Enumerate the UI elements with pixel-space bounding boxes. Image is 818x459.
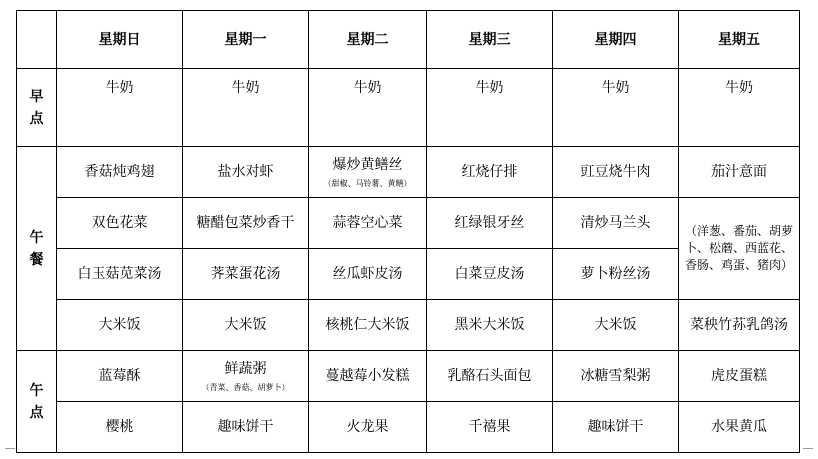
menu-cell	[183, 351, 309, 402]
day-header-sun: 星期日	[57, 11, 183, 69]
menu-cell: 樱桃	[57, 402, 183, 453]
menu-cell: 牛奶	[427, 69, 553, 147]
menu-cell: 牛奶	[57, 69, 183, 147]
lunch-row	[17, 147, 800, 198]
menu-cell: 大米饭	[183, 300, 309, 351]
menu-cell: 红绿银牙丝	[427, 198, 553, 249]
menu-cell: 火龙果	[309, 402, 427, 453]
menu-cell: 萝卜粉丝汤	[553, 249, 679, 300]
period-label-lunch: 午 餐	[17, 147, 57, 351]
menu-cell: 虎皮蛋糕	[679, 351, 800, 402]
menu-cell: 千禧果	[427, 402, 553, 453]
dish-note: （甜椒、马铃薯、黄鳝）	[323, 178, 412, 188]
day-header-thu: 星期四	[553, 11, 679, 69]
corner-cell	[17, 11, 57, 69]
menu-cell: 荠菜蛋花汤	[183, 249, 309, 300]
breakfast-row	[17, 69, 800, 147]
menu-cell: 盐水对虾	[183, 147, 309, 198]
menu-cell: 糖醋包菜炒香干	[183, 198, 309, 249]
page-corner-mark-left	[5, 448, 15, 459]
menu-cell: 菜秧竹荪乳鸽汤	[679, 300, 800, 351]
menu-cell: 蒜蓉空心菜	[309, 198, 427, 249]
menu-cell: 牛奶	[309, 69, 427, 147]
menu-cell: 黑米大米饭	[427, 300, 553, 351]
period-label-breakfast: 早 点	[17, 69, 57, 147]
menu-cell: 白菜豆皮汤	[427, 249, 553, 300]
day-header-mon: 星期一	[183, 11, 309, 69]
snack-row	[17, 402, 800, 453]
menu-cell: 红烧仔排	[427, 147, 553, 198]
menu-cell: 趣味饼干	[553, 402, 679, 453]
period-label-snack: 午 点	[17, 351, 57, 453]
dish-note: （青菜、香菇、胡萝卜）	[201, 382, 290, 392]
menu-cell: 香菇炖鸡翅	[57, 147, 183, 198]
weekly-menu-table	[16, 10, 800, 453]
menu-cell: 大米饭	[57, 300, 183, 351]
menu-cell: 双色花菜	[57, 198, 183, 249]
menu-cell: 牛奶	[183, 69, 309, 147]
dish-name: 爆炒黄鳝丝	[332, 156, 403, 173]
menu-cell: 白玉菇苋菜汤	[57, 249, 183, 300]
day-header-fri: 星期五	[679, 11, 800, 69]
menu-cell: 大米饭	[553, 300, 679, 351]
menu-cell: 蓝莓酥	[57, 351, 183, 402]
menu-cell	[309, 147, 427, 198]
menu-cell: 豇豆烧牛肉	[553, 147, 679, 198]
menu-cell: 乳酪石头面包	[427, 351, 553, 402]
menu-cell: 蔓越莓小发糕	[309, 351, 427, 402]
ingredients-note: （洋葱、番茄、胡萝卜、松蘑、西蓝花、香肠、鸡蛋、猪肉）	[684, 224, 793, 272]
menu-cell: 丝瓜虾皮汤	[309, 249, 427, 300]
day-header-wed: 星期三	[427, 11, 553, 69]
menu-cell: 牛奶	[679, 69, 800, 147]
menu-cell: 清炒马兰头	[553, 198, 679, 249]
menu-cell-ingredients	[679, 198, 800, 300]
menu-cell: 核桃仁大米饭	[309, 300, 427, 351]
menu-cell: 冰糖雪梨粥	[553, 351, 679, 402]
menu-cell: 水果黄瓜	[679, 402, 800, 453]
menu-cell: 趣味饼干	[183, 402, 309, 453]
lunch-row	[17, 300, 800, 351]
dish-name: 鲜蔬粥	[224, 360, 267, 377]
menu-cell: 茄汁意面	[679, 147, 800, 198]
header-row	[17, 11, 800, 69]
lunch-row	[17, 198, 800, 249]
day-header-tue: 星期二	[309, 11, 427, 69]
page-corner-mark-right	[803, 448, 813, 459]
snack-row	[17, 351, 800, 402]
menu-cell: 牛奶	[553, 69, 679, 147]
